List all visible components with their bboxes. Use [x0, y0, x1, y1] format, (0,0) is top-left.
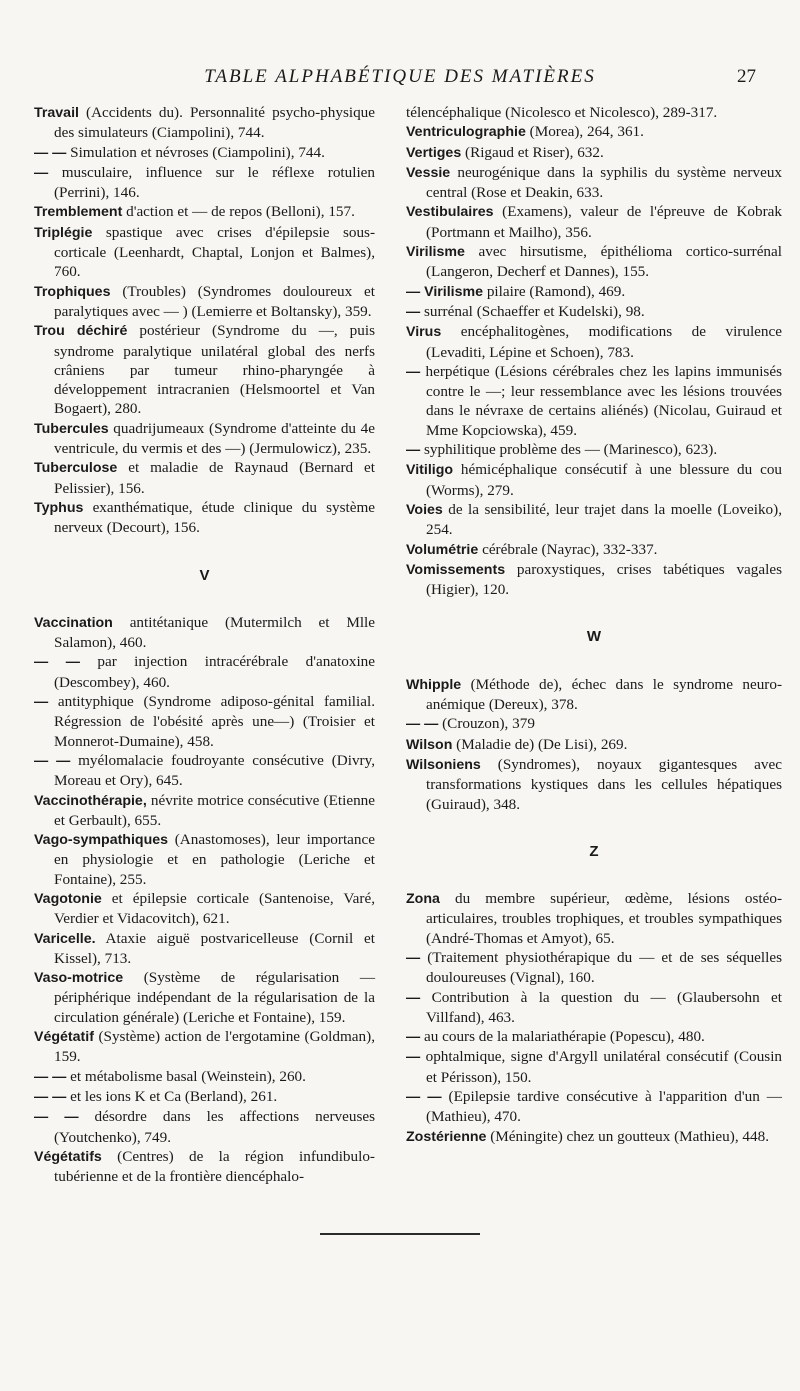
index-entry: [34, 652, 375, 692]
entry-text: encéphalitogènes, modifications de virulence (Levaditi, Lépine et Schoen), 783.: [426, 323, 782, 361]
entry-text: ophtalmique, signe d'Argyll unilatéral consécutif (Cousin et Périsson), 150.: [425, 1048, 783, 1086]
entry-text: hémicéphalique consécutif à une blessure du cou (Worms), 279.: [426, 461, 783, 499]
index-entry: [406, 202, 782, 242]
index-entry: [34, 458, 375, 498]
entry-text: du membre supérieur, œdème, lésions ostéo-articulaires, troubles trophiques, et troubles sympathiques (André-Thomas et Amyot), 65.: [426, 890, 783, 947]
entry-text: neurogénique dans la syphilis du système nerveux central (Rose et Deakin, 633.: [426, 163, 783, 202]
entry-headword: Zona: [406, 891, 440, 908]
index-entry: [34, 143, 375, 163]
entry-text: (Rigaud et Riser), 632.: [465, 143, 604, 161]
entry-text: exanthématique, étude clinique du système nerveux (Decourt), 156.: [54, 498, 376, 537]
entry-headword: Triplégie: [34, 224, 93, 241]
entry-headword: —: [406, 363, 421, 380]
index-entry: [406, 1047, 782, 1087]
index-entry: [406, 1027, 782, 1047]
index-entry: [34, 1087, 375, 1107]
entry-headword: Varicelle.: [34, 930, 96, 947]
entry-headword: —: [406, 949, 421, 966]
index-entry: [34, 321, 375, 418]
entry-headword: Virus: [406, 324, 442, 341]
entry-text: paroxystiques, crises tabétiques vagales (Higier), 120.: [426, 560, 782, 599]
index-entry: [34, 419, 375, 459]
index-entry: [406, 988, 782, 1028]
entry-text: (Système de régularisation — périphérique indépendant de la régularisation de la circulation générale) (Leriche et Fontaine), 159.: [54, 969, 376, 1026]
index-entry: [406, 302, 782, 322]
entry-headword: Tuberculose: [34, 460, 118, 477]
index-entry: [406, 362, 782, 440]
index-entry: [34, 1107, 375, 1147]
index-entry: [406, 1127, 782, 1147]
index-entry: [34, 1027, 375, 1067]
section-letter: V: [199, 566, 210, 584]
entry-text: d'action et — de repos (Belloni), 157.: [126, 203, 355, 221]
entry-headword: Wilson: [406, 736, 453, 753]
index-entry: [34, 613, 375, 653]
entry-headword: Wilsoniens: [406, 756, 481, 773]
entry-text: spastique avec crises d'épilepsie sous-corticale (Leenhardt, Chaptal, Lonjon et Balmes), 760.: [54, 223, 376, 281]
index-entry: [34, 1147, 375, 1187]
index-entry: [406, 163, 782, 203]
index-entry: [406, 540, 782, 560]
page-header: [30, 66, 770, 94]
entry-text: désordre dans les affections nerveuses (Youtchenko), 749.: [54, 1108, 376, 1146]
entry-headword: Végétatif: [34, 1029, 94, 1046]
entry-headword: Trophiques: [34, 283, 111, 300]
entry-headword: Vaso-motrice: [34, 970, 124, 987]
entry-text: (Anastomoses), leur importance en physiologie et en pathologie (Leriche et Fontaine), 255.: [54, 831, 375, 888]
index-entry: [34, 1067, 375, 1087]
entry-text: antityphique (Syndrome adiposo-génital familial. Régression de l'obésité après une—) (Troisier et Monnerot-Dumaine), 458.: [54, 693, 375, 750]
entry-text: (Traitement physiothérapique du — et de ses séquelles douloureuses (Vignal), 160.: [426, 948, 783, 987]
entry-text: et épilepsie corticale (Santenoise, Varé, Verdier et Vidacovitch), 621.: [54, 889, 375, 928]
index-entry: [34, 968, 375, 1027]
entry-headword: Whipple: [406, 676, 462, 693]
entry-headword: — —: [406, 716, 439, 733]
entry-headword: Vestibulaires: [406, 204, 494, 221]
entry-text: et métabolisme basal (Weinstein), 260.: [70, 1067, 306, 1085]
entry-headword: Typhus: [34, 499, 84, 516]
entry-headword: Vomissements: [406, 561, 506, 578]
entry-text: herpétique (Lésions cérébrales chez les lapins immunisés contre le —; leur ressemblance avec les lésions trouvées dans le névraxe de certains aliénés) (Nicolau, Guiraud et Mme Kopciowska), 459.: [425, 362, 782, 439]
index-entry: [406, 1087, 782, 1127]
entry-headword: —: [406, 303, 421, 320]
entry-headword: Zostérienne: [406, 1128, 487, 1145]
index-entry: [406, 143, 782, 163]
index-entry: [34, 223, 375, 282]
entry-headword: Travail: [34, 105, 79, 121]
index-entry: [34, 498, 375, 538]
entry-text: pilaire (Ramond), 469.: [486, 282, 626, 300]
index-entry: [34, 103, 375, 143]
entry-headword: —: [406, 442, 421, 459]
index-entry: [34, 751, 375, 791]
running-title: TABLE ALPHABÉTIQUE DES MATIÈRES: [204, 66, 596, 87]
entry-headword: —: [406, 1049, 421, 1066]
entry-headword: — —: [34, 1088, 67, 1105]
entry-text: (Morea), 264, 361.: [529, 123, 644, 141]
entry-headword: — —: [406, 1089, 442, 1106]
entry-text: (Centres) de la région infundibulo-tubérienne et de la frontière diencéphalo-: [54, 1147, 375, 1186]
page-number: 27: [737, 66, 756, 87]
index-entry: [406, 889, 782, 948]
index-entry: [406, 675, 782, 715]
index-entry: [34, 889, 375, 929]
entry-text: (Examens), valeur de l'épreuve de Kobrak (Portmann et Mailho), 356.: [426, 203, 783, 241]
index-entry: [406, 440, 782, 460]
entry-headword: Virilisme: [406, 244, 465, 261]
entry-headword: Vagotonie: [34, 890, 102, 907]
entry-headword: —: [34, 164, 49, 181]
entry-text: (Système) action de l'ergotamine (Goldman), 159.: [54, 1028, 375, 1066]
index-entry: [406, 560, 782, 600]
entry-text: (Méthode de), échec dans le syndrome neuro-anémique (Dereux), 378.: [426, 675, 783, 714]
entry-text: cérébrale (Nayrac), 332-337.: [482, 540, 658, 558]
entry-text: (Troubles) (Syndromes douloureux et paralytiques avec — ) (Lemierre et Boltansky), 359.: [54, 282, 375, 320]
index-entry: [34, 202, 375, 222]
entry-headword: —: [34, 694, 49, 711]
entry-text: (Accidents du). Personnalité psycho-physique des simulateurs (Ciampolini), 744.: [54, 104, 376, 142]
entry-headword: —: [406, 989, 421, 1006]
entry-headword: —: [406, 1029, 421, 1046]
index-entry: [34, 791, 375, 831]
index-entry: [406, 755, 782, 814]
entry-headword: Vago-sympathiques: [34, 832, 169, 849]
entry-text: Ataxie aiguë postvaricelleuse (Cornil et Kissel), 713.: [54, 929, 375, 967]
index-entry: [406, 735, 782, 755]
entry-text: névrite motrice consécutive (Etienne et Gerbault), 655.: [54, 791, 375, 829]
entry-headword: — —: [34, 752, 71, 769]
entry-headword: — Virilisme: [406, 283, 484, 300]
entry-text: télencéphalique (Nicolesco et Nicolesco), 289-317.: [406, 104, 718, 121]
entry-headword: Végétatifs: [34, 1148, 102, 1165]
entry-headword: — —: [34, 1068, 67, 1085]
entry-text: par injection intracérébrale d'anatoxine (Descombey), 460.: [54, 653, 375, 691]
entry-headword: Volumétrie: [406, 541, 479, 558]
index-column-left: [34, 103, 375, 1186]
entry-headword: — —: [34, 144, 67, 161]
entry-text: au cours de la malariathérapie (Popescu), 480.: [423, 1028, 705, 1046]
entry-text: quadrijumeaux (Syndrome d'atteinte du 4e ventricule, du vermis et des —) (Jermulowicz), 235.: [54, 419, 376, 458]
entry-text: myélomalacie foudroyante consécutive (Divry, Moreau et Ory), 645.: [54, 751, 376, 790]
index-entry: [406, 322, 782, 362]
index-entry: [406, 122, 782, 142]
entry-headword: Vitiligo: [406, 462, 454, 479]
index-entry: [406, 714, 782, 734]
index-entry: [406, 242, 782, 282]
index-entry: [34, 692, 375, 751]
index-entry: [34, 163, 375, 203]
entry-headword: Ventriculographie: [406, 124, 526, 141]
entry-headword: Tremblement: [34, 204, 123, 221]
index-entry: [406, 500, 782, 540]
entry-text: et les ions K et Ca (Berland), 261.: [70, 1087, 278, 1105]
entry-text: avec hirsutisme, épithélioma cortico-surrénal (Langeron, Decherf et Dannes), 155.: [426, 243, 782, 281]
index-entry: [34, 929, 375, 969]
entry-text: (Syndromes), noyaux gigantesques avec transformations kystiques dans les cellules hépatiques (Guiraud), 348.: [426, 755, 782, 813]
entry-text: (Méningite) chez un goutteux (Mathieu), 448.: [490, 1127, 769, 1145]
entry-text: (Epilepsie tardive consécutive à l'apparition d'un — (Mathieu), 470.: [426, 1088, 782, 1126]
entry-headword: Vaccinothérapie,: [34, 792, 147, 809]
entry-text: de la sensibilité, leur trajet dans la moelle (Loveiko), 254.: [426, 500, 782, 539]
entry-text: syphilitique problème des — (Marinesco), 623).: [423, 441, 718, 459]
index-entry: [406, 948, 782, 988]
entry-text: antitétanique (Mutermilch et Mlle Salamon), 460.: [54, 613, 376, 652]
entry-text: surrénal (Schaeffer et Kudelski), 98.: [423, 302, 645, 320]
entry-text: Contribution à la question du — (Glaubersohn et Villfand), 463.: [426, 988, 783, 1026]
entry-text: musculaire, influence sur le réflexe rotulien (Perrini), 146.: [54, 163, 376, 202]
index-entry: [34, 282, 375, 322]
entry-text: (Crouzon), 379: [442, 715, 535, 733]
section-letter: Z: [589, 842, 599, 860]
entry-headword: Voies: [406, 501, 443, 518]
entry-headword: Vertiges: [406, 144, 462, 161]
index-entry: [406, 103, 782, 122]
index-entry: [34, 830, 375, 889]
entry-headword: — —: [34, 654, 80, 671]
end-rule: [320, 1233, 480, 1235]
entry-text: postérieur (Syndrome du —, puis syndrome paralytique unilatéral global des nerfs crâniens par tumeur rhino-pharyngée à développement intracranien (Helsmoortel et Van Bogaert), 280.: [54, 322, 375, 418]
section-letter: W: [586, 628, 602, 646]
entry-text: Simulation et névroses (Ciampolini), 744.: [70, 143, 325, 161]
entry-text: (Maladie de) (De Lisi), 269.: [456, 735, 628, 753]
entry-headword: Vaccination: [34, 614, 113, 631]
index-entry: [406, 460, 782, 500]
entry-text: et maladie de Raynaud (Bernard et Pelissier), 156.: [54, 459, 375, 497]
entry-headword: Vessie: [406, 164, 451, 181]
entry-headword: — —: [34, 1109, 79, 1126]
index-entry: [406, 282, 782, 302]
entry-headword: Tubercules: [34, 420, 109, 437]
entry-headword: Trou déchiré: [34, 323, 128, 340]
index-column-right: [406, 103, 782, 1147]
